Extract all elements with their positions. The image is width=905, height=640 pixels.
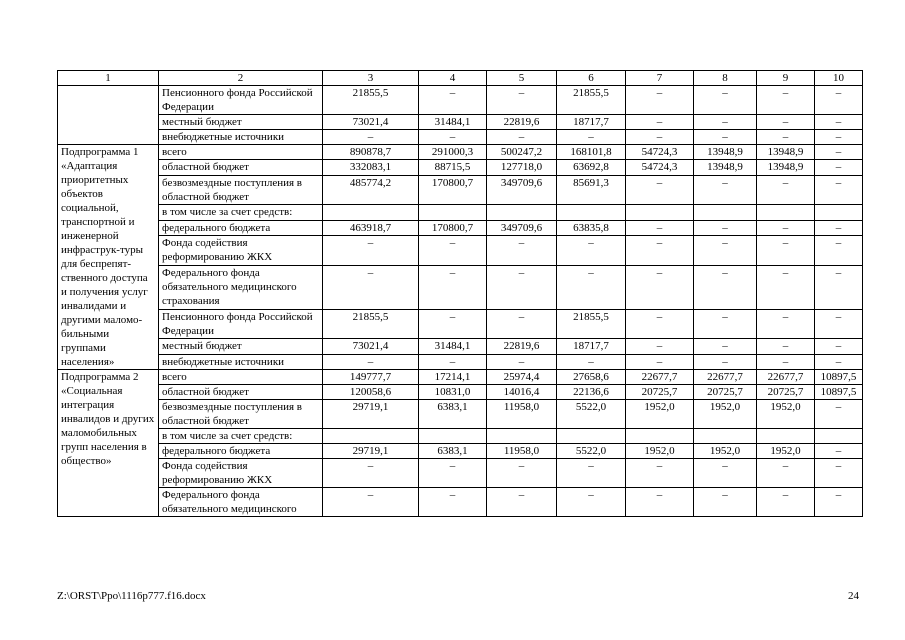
value-cell: 349709,6 xyxy=(487,175,557,205)
value-cell: 21855,5 xyxy=(323,309,419,339)
value-cell: – xyxy=(757,115,815,130)
value-cell: – xyxy=(815,354,863,369)
value-cell: 22819,6 xyxy=(487,115,557,130)
value-cell: – xyxy=(815,86,863,115)
funding-source-cell: Фонда содействия реформированию ЖКХ xyxy=(159,235,323,265)
value-cell: – xyxy=(626,220,694,235)
value-cell: 13948,9 xyxy=(757,145,815,160)
value-cell: – xyxy=(626,309,694,339)
value-cell: 14016,4 xyxy=(487,385,557,400)
table-row xyxy=(58,130,863,145)
value-cell: 29719,1 xyxy=(323,400,419,429)
value-cell: 13948,9 xyxy=(694,145,757,160)
value-cell: 5522,0 xyxy=(557,444,626,459)
value-cell: – xyxy=(694,459,757,488)
value-cell: 1952,0 xyxy=(694,400,757,429)
value-cell: 485774,2 xyxy=(323,175,419,205)
table-row xyxy=(58,145,863,160)
value-cell: – xyxy=(757,130,815,145)
funding-source-cell: федерального бюджета xyxy=(159,220,323,235)
value-cell xyxy=(694,205,757,220)
value-cell: 22677,7 xyxy=(626,370,694,385)
value-cell: – xyxy=(694,309,757,339)
funding-source-cell: федерального бюджета xyxy=(159,444,323,459)
value-cell xyxy=(626,429,694,444)
value-cell: 11958,0 xyxy=(487,444,557,459)
value-cell: – xyxy=(323,265,419,309)
value-cell: – xyxy=(419,309,487,339)
value-cell: – xyxy=(323,354,419,369)
table-row xyxy=(58,86,863,115)
value-cell: – xyxy=(323,459,419,488)
table-row xyxy=(58,309,863,339)
funding-source-cell: местный бюджет xyxy=(159,115,323,130)
table-row xyxy=(58,220,863,235)
value-cell: – xyxy=(626,354,694,369)
value-cell: 291000,3 xyxy=(419,145,487,160)
table-row xyxy=(58,235,863,265)
value-cell: 22136,6 xyxy=(557,385,626,400)
value-cell: 120058,6 xyxy=(323,385,419,400)
value-cell: – xyxy=(557,235,626,265)
value-cell: – xyxy=(757,86,815,115)
value-cell xyxy=(419,205,487,220)
value-cell: – xyxy=(487,86,557,115)
value-cell: – xyxy=(815,488,863,517)
value-cell: – xyxy=(815,235,863,265)
value-cell: – xyxy=(694,115,757,130)
value-cell xyxy=(487,429,557,444)
value-cell: – xyxy=(626,175,694,205)
value-cell: 10831,0 xyxy=(419,385,487,400)
table-row xyxy=(58,115,863,130)
table-row xyxy=(58,339,863,354)
value-cell: 20725,7 xyxy=(757,385,815,400)
value-cell xyxy=(557,205,626,220)
value-cell: – xyxy=(323,235,419,265)
footer-file-path: Z:\ORST\Ppo\1116p777.f16.docx xyxy=(57,590,206,602)
table-row xyxy=(58,175,863,205)
value-cell xyxy=(757,205,815,220)
value-cell: 168101,8 xyxy=(557,145,626,160)
value-cell: – xyxy=(757,175,815,205)
value-cell: – xyxy=(323,488,419,517)
table-body xyxy=(58,71,863,517)
value-cell: 88715,5 xyxy=(419,160,487,175)
value-cell: – xyxy=(694,488,757,517)
value-cell: – xyxy=(694,354,757,369)
value-cell: – xyxy=(626,488,694,517)
value-cell: – xyxy=(815,175,863,205)
value-cell xyxy=(626,205,694,220)
header-cell: 9 xyxy=(757,71,815,86)
value-cell: – xyxy=(694,175,757,205)
value-cell: – xyxy=(815,400,863,429)
value-cell: 17214,1 xyxy=(419,370,487,385)
table-row xyxy=(58,385,863,400)
table-row xyxy=(58,265,863,309)
value-cell xyxy=(815,205,863,220)
value-cell: – xyxy=(419,488,487,517)
value-cell: – xyxy=(419,459,487,488)
value-cell: 170800,7 xyxy=(419,175,487,205)
header-cell: 5 xyxy=(487,71,557,86)
value-cell: 63835,8 xyxy=(557,220,626,235)
program-cell: Подпрограмма 2 «Социальная интеграция инвалидов и других маломобильных групп населения в общество» xyxy=(58,370,159,517)
value-cell: – xyxy=(557,459,626,488)
table-row xyxy=(58,370,863,385)
funding-source-cell: Федерального фонда обязательного медицинского страхования xyxy=(159,265,323,309)
value-cell: – xyxy=(419,265,487,309)
value-cell: 22677,7 xyxy=(694,370,757,385)
header-cell: 3 xyxy=(323,71,419,86)
value-cell xyxy=(557,429,626,444)
value-cell: 18717,7 xyxy=(557,339,626,354)
value-cell: 29719,1 xyxy=(323,444,419,459)
value-cell: – xyxy=(487,309,557,339)
footer-page-number: 24 xyxy=(848,590,859,602)
value-cell xyxy=(757,429,815,444)
value-cell: – xyxy=(694,235,757,265)
value-cell: 6383,1 xyxy=(419,444,487,459)
value-cell: 21855,5 xyxy=(323,86,419,115)
value-cell: 20725,7 xyxy=(626,385,694,400)
value-cell: – xyxy=(626,115,694,130)
value-cell: 11958,0 xyxy=(487,400,557,429)
funding-source-cell: Федерального фонда обязательного медицинского xyxy=(159,488,323,517)
funding-source-cell: всего xyxy=(159,370,323,385)
value-cell: – xyxy=(815,339,863,354)
value-cell: 332083,1 xyxy=(323,160,419,175)
value-cell: – xyxy=(815,265,863,309)
funding-source-cell: Пенсионного фонда Российской Федерации xyxy=(159,309,323,339)
value-cell: 54724,3 xyxy=(626,160,694,175)
value-cell: 890878,7 xyxy=(323,145,419,160)
value-cell: – xyxy=(626,339,694,354)
value-cell: – xyxy=(694,220,757,235)
table-row xyxy=(58,429,863,444)
value-cell: 13948,9 xyxy=(757,160,815,175)
value-cell: – xyxy=(323,130,419,145)
table-row xyxy=(58,459,863,488)
funding-source-cell: местный бюджет xyxy=(159,339,323,354)
table-row xyxy=(58,444,863,459)
value-cell: – xyxy=(757,459,815,488)
value-cell: 149777,7 xyxy=(323,370,419,385)
value-cell: – xyxy=(815,220,863,235)
table-row xyxy=(58,354,863,369)
value-cell: – xyxy=(487,459,557,488)
value-cell: 1952,0 xyxy=(694,444,757,459)
value-cell: 18717,7 xyxy=(557,115,626,130)
value-cell: – xyxy=(557,354,626,369)
value-cell: 13948,9 xyxy=(694,160,757,175)
value-cell: – xyxy=(815,145,863,160)
funding-source-cell: Пенсионного фонда Российской Федерации xyxy=(159,86,323,115)
funding-source-cell: безвозмездные поступления в областной бюджет xyxy=(159,175,323,205)
funding-source-cell: внебюджетные источники xyxy=(159,130,323,145)
value-cell: – xyxy=(487,130,557,145)
value-cell: – xyxy=(557,130,626,145)
value-cell: – xyxy=(487,354,557,369)
value-cell: – xyxy=(815,160,863,175)
value-cell: – xyxy=(419,130,487,145)
table-row xyxy=(58,205,863,220)
value-cell: – xyxy=(487,265,557,309)
value-cell: 54724,3 xyxy=(626,145,694,160)
value-cell: 20725,7 xyxy=(694,385,757,400)
value-cell: – xyxy=(694,86,757,115)
funding-source-cell: в том числе за счет средств: xyxy=(159,205,323,220)
value-cell: 25974,4 xyxy=(487,370,557,385)
value-cell xyxy=(323,205,419,220)
header-cell: 6 xyxy=(557,71,626,86)
value-cell: – xyxy=(757,488,815,517)
value-cell: – xyxy=(419,354,487,369)
value-cell: 500247,2 xyxy=(487,145,557,160)
value-cell: – xyxy=(815,459,863,488)
value-cell: – xyxy=(626,86,694,115)
funding-source-cell: областной бюджет xyxy=(159,385,323,400)
value-cell: – xyxy=(757,220,815,235)
funding-source-cell: в том числе за счет средств: xyxy=(159,429,323,444)
header-cell: 1 xyxy=(58,71,159,86)
value-cell: – xyxy=(626,130,694,145)
header-cell: 2 xyxy=(159,71,323,86)
value-cell: 85691,3 xyxy=(557,175,626,205)
table-row xyxy=(58,160,863,175)
value-cell: – xyxy=(487,235,557,265)
value-cell xyxy=(419,429,487,444)
value-cell: – xyxy=(487,488,557,517)
value-cell: – xyxy=(626,235,694,265)
value-cell: 10897,5 xyxy=(815,385,863,400)
value-cell: – xyxy=(419,86,487,115)
value-cell: – xyxy=(757,309,815,339)
value-cell: – xyxy=(757,354,815,369)
funding-source-cell: областной бюджет xyxy=(159,160,323,175)
table-row xyxy=(58,488,863,517)
program-cell xyxy=(58,86,159,145)
value-cell: – xyxy=(557,265,626,309)
value-cell: 21855,5 xyxy=(557,309,626,339)
value-cell: – xyxy=(557,488,626,517)
value-cell: – xyxy=(815,309,863,339)
value-cell: – xyxy=(815,444,863,459)
value-cell xyxy=(323,429,419,444)
value-cell: 1952,0 xyxy=(626,400,694,429)
value-cell: 170800,7 xyxy=(419,220,487,235)
program-cell: Подпрограмма 1 «Адаптация приоритетных объектов социальной, транспортной и инженерной инфраструк-туры для беспрепят-ственного доступа и получения услуг инвалидами и другими маломо-бильными группами населения» xyxy=(58,145,159,370)
header-row xyxy=(58,71,863,86)
value-cell: 10897,5 xyxy=(815,370,863,385)
value-cell: – xyxy=(757,265,815,309)
value-cell: 1952,0 xyxy=(757,400,815,429)
value-cell: 22677,7 xyxy=(757,370,815,385)
header-cell: 8 xyxy=(694,71,757,86)
value-cell xyxy=(694,429,757,444)
value-cell: 21855,5 xyxy=(557,86,626,115)
value-cell: 31484,1 xyxy=(419,339,487,354)
funding-source-cell: безвозмездные поступления в областной бюджет xyxy=(159,400,323,429)
header-cell: 7 xyxy=(626,71,694,86)
value-cell: 1952,0 xyxy=(626,444,694,459)
value-cell: – xyxy=(757,339,815,354)
value-cell: 6383,1 xyxy=(419,400,487,429)
value-cell: 5522,0 xyxy=(557,400,626,429)
value-cell xyxy=(487,205,557,220)
value-cell: – xyxy=(815,115,863,130)
value-cell: 1952,0 xyxy=(757,444,815,459)
value-cell: 63692,8 xyxy=(557,160,626,175)
table-row xyxy=(58,400,863,429)
value-cell: 463918,7 xyxy=(323,220,419,235)
budget-table xyxy=(57,70,863,517)
value-cell: 22819,6 xyxy=(487,339,557,354)
header-cell: 10 xyxy=(815,71,863,86)
value-cell: 27658,6 xyxy=(557,370,626,385)
value-cell: – xyxy=(626,265,694,309)
value-cell: 31484,1 xyxy=(419,115,487,130)
funding-source-cell: внебюджетные источники xyxy=(159,354,323,369)
value-cell: – xyxy=(694,130,757,145)
value-cell xyxy=(815,429,863,444)
value-cell: 349709,6 xyxy=(487,220,557,235)
value-cell: – xyxy=(419,235,487,265)
value-cell: 127718,0 xyxy=(487,160,557,175)
header-cell: 4 xyxy=(419,71,487,86)
value-cell: 73021,4 xyxy=(323,115,419,130)
value-cell: 73021,4 xyxy=(323,339,419,354)
value-cell: – xyxy=(815,130,863,145)
funding-source-cell: всего xyxy=(159,145,323,160)
value-cell: – xyxy=(626,459,694,488)
value-cell: – xyxy=(694,339,757,354)
funding-source-cell: Фонда содействия реформированию ЖКХ xyxy=(159,459,323,488)
value-cell: – xyxy=(694,265,757,309)
value-cell: – xyxy=(757,235,815,265)
